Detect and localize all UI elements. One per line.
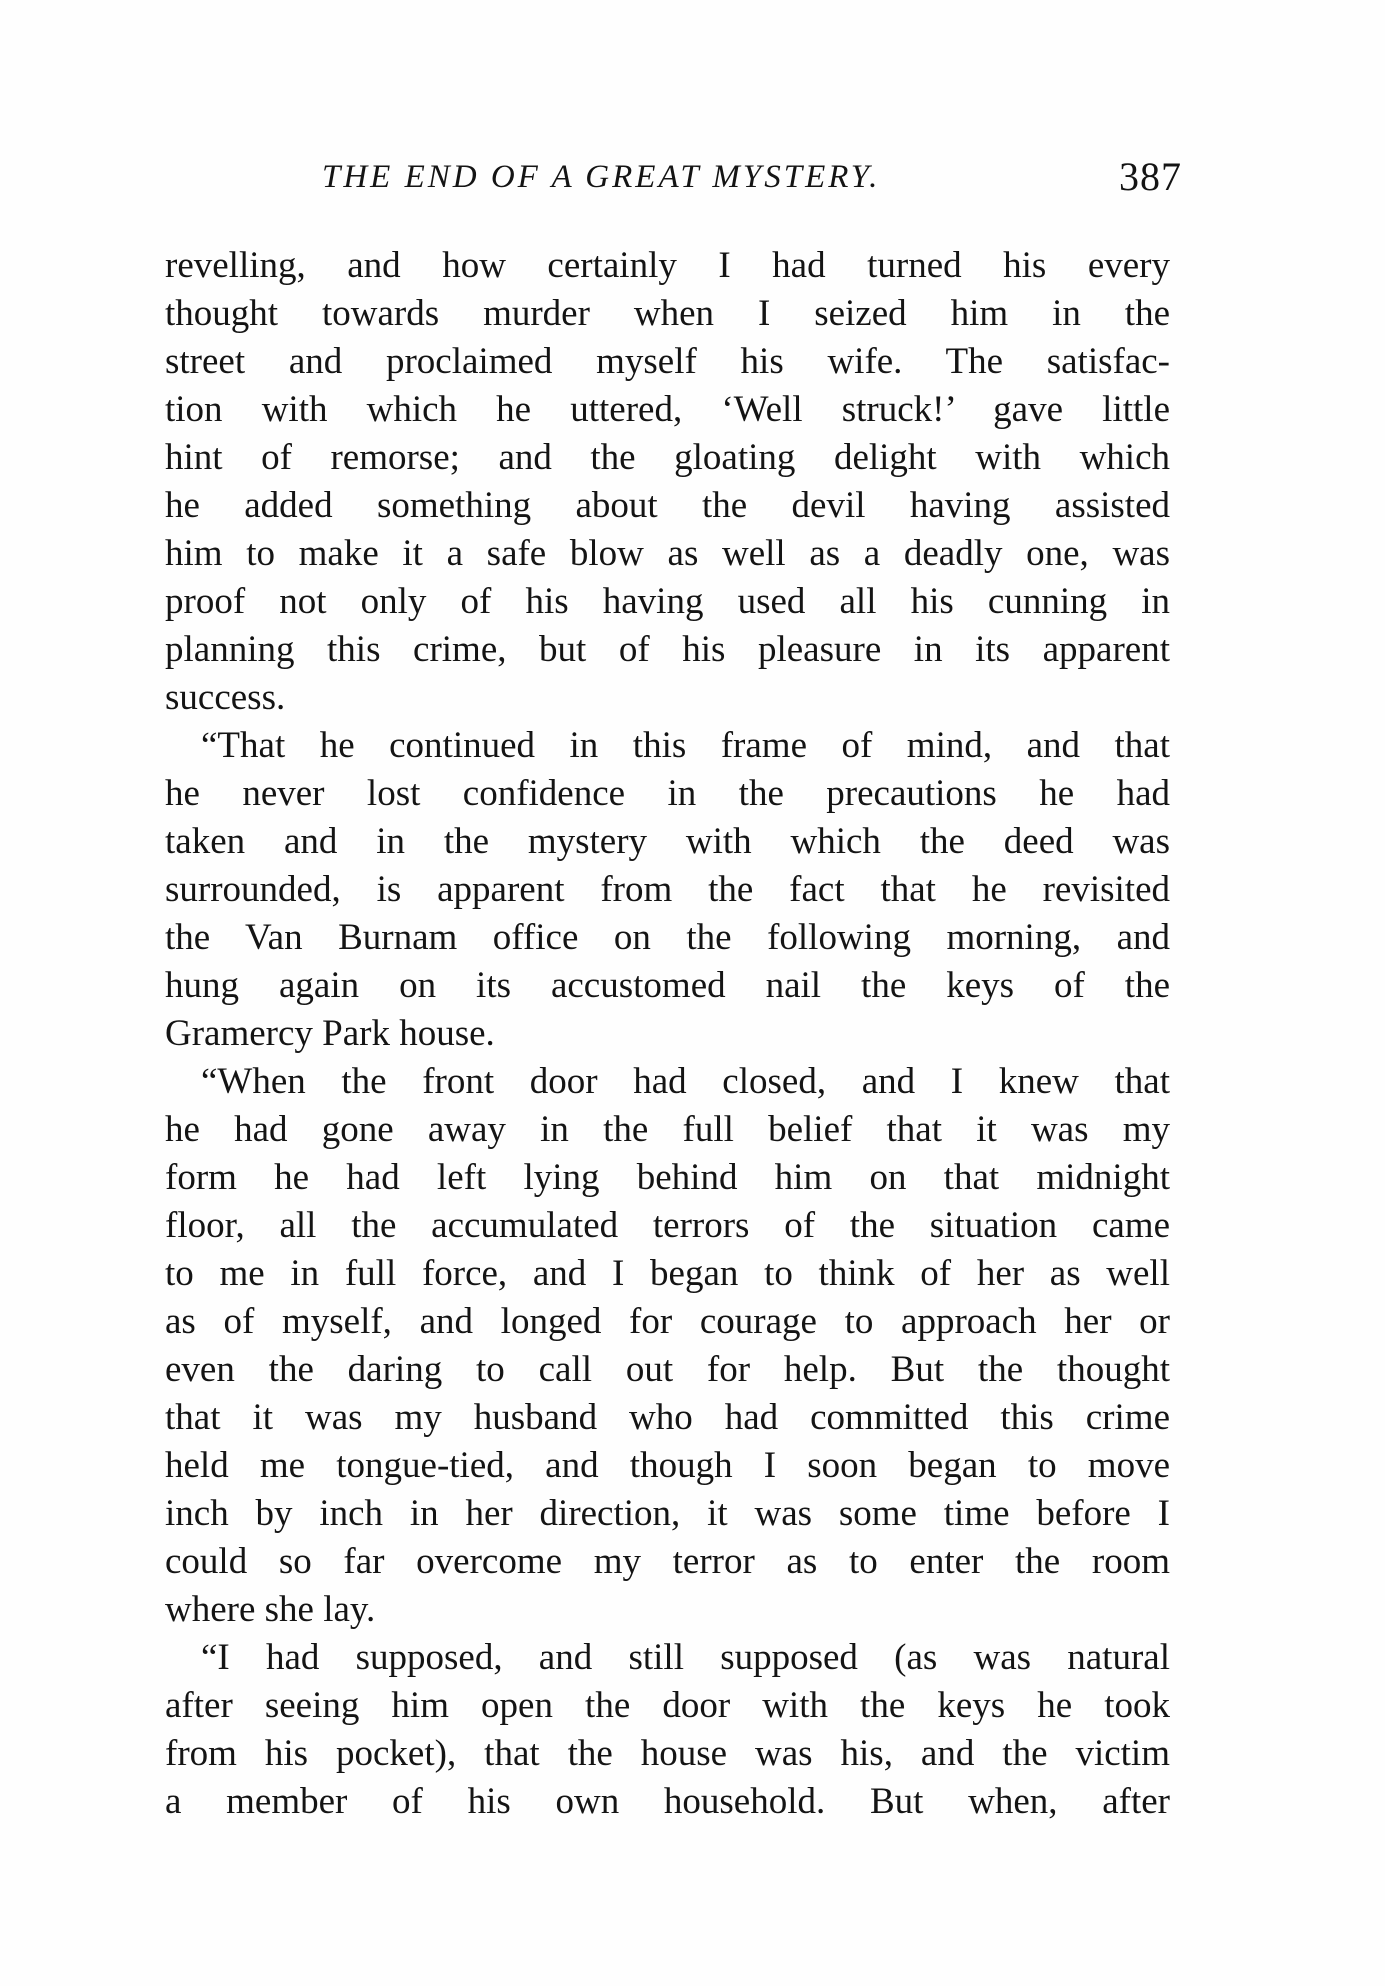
text-line: a member of his own household. But when, after xyxy=(165,1781,1170,1822)
text-line: he never lost confidence in the precautions he had xyxy=(165,773,1170,814)
page-number: 387 xyxy=(1119,154,1182,199)
running-title: THE END OF A GREAT MYSTERY. xyxy=(322,159,881,195)
text-line: planning this crime, but of his pleasure in its apparent xyxy=(165,629,1170,670)
text-line: the Van Burnam office on the following morning, and xyxy=(165,917,1170,958)
text-line: he had gone away in the full belief that it was my xyxy=(165,1109,1170,1150)
text-line: “When the front door had closed, and I knew that xyxy=(201,1061,1170,1102)
text-line: him to make it a safe blow as well as a deadly one, was xyxy=(165,533,1170,574)
text-line: even the daring to call out for help. But the thought xyxy=(165,1349,1170,1390)
text-line: “I had supposed, and still supposed (as was natural xyxy=(201,1637,1170,1678)
text-line: proof not only of his having used all his cunning in xyxy=(165,581,1170,622)
text-line: hung again on its accustomed nail the keys of the xyxy=(165,965,1170,1006)
text-line: revelling, and how certainly I had turned his every xyxy=(165,245,1170,286)
text-line: that it was my husband who had committed this crime xyxy=(165,1397,1170,1438)
text-line: Gramercy Park house. xyxy=(165,1013,495,1054)
text-line: hint of remorse; and the gloating delight with which xyxy=(165,437,1170,478)
text-line: where she lay. xyxy=(165,1589,376,1630)
text-line: thought towards murder when I seized him in the xyxy=(165,293,1170,334)
text-line: from his pocket), that the house was his, and the victim xyxy=(165,1733,1170,1774)
text-line: tion with which he uttered, ‘Well struck!’ gave little xyxy=(165,389,1170,430)
text-line: “That he continued in this frame of mind, and that xyxy=(201,725,1170,766)
text-line: could so far overcome my terror as to enter the room xyxy=(165,1541,1170,1582)
text-line: as of myself, and longed for courage to approach her or xyxy=(165,1301,1170,1342)
text-line: held me tongue-tied, and though I soon began to move xyxy=(165,1445,1170,1486)
text-line: surrounded, is apparent from the fact that he revisited xyxy=(165,869,1170,910)
text-line: floor, all the accumulated terrors of the situation came xyxy=(165,1205,1170,1246)
text-line: form he had left lying behind him on that midnight xyxy=(165,1157,1170,1198)
text-line: taken and in the mystery with which the deed was xyxy=(165,821,1170,862)
body-text xyxy=(165,242,1170,1826)
text-line: inch by inch in her direction, it was some time before I xyxy=(165,1493,1170,1534)
text-line: he added something about the devil having assisted xyxy=(165,485,1170,526)
text-line: street and proclaimed myself his wife. The satisfac- xyxy=(165,341,1170,382)
text-line: after seeing him open the door with the keys he took xyxy=(165,1685,1170,1726)
page-header xyxy=(322,153,1182,213)
text-line: to me in full force, and I began to think of her as well xyxy=(165,1253,1170,1294)
text-line: success. xyxy=(165,677,286,718)
